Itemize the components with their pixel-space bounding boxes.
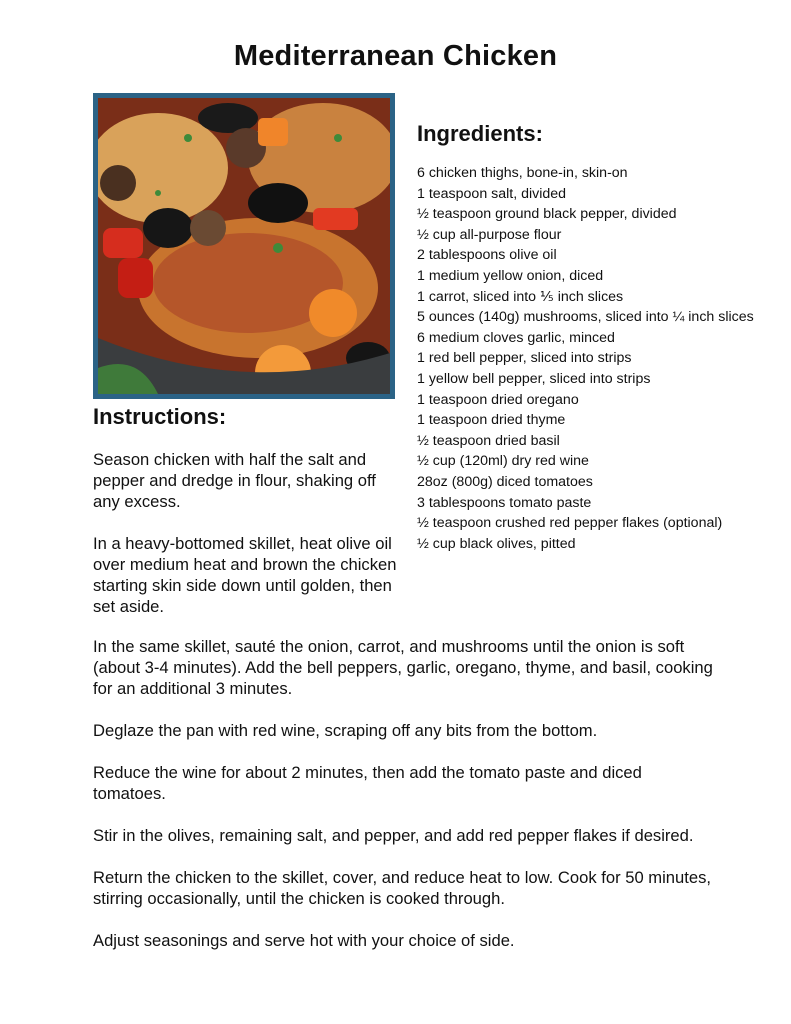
ingredients-list bbox=[417, 163, 757, 554]
ingredient-item: ½ cup all-purpose flour bbox=[417, 226, 562, 243]
ingredient-item: 28oz (800g) diced tomatoes bbox=[417, 473, 593, 490]
ingredient-item: 5 ounces (140g) mushrooms, sliced into ¼ inch slices bbox=[417, 309, 754, 326]
instruction-step: Adjust seasonings and serve hot with your choice of side. bbox=[93, 931, 515, 950]
ingredient-item: 2 tablespoons olive oil bbox=[417, 247, 557, 264]
ingredient-item: 3 tablespoons tomato paste bbox=[417, 494, 592, 511]
ingredient-item: 1 teaspoon dried oregano bbox=[417, 391, 579, 408]
ingredient-item: ½ cup (120ml) dry red wine bbox=[417, 453, 589, 470]
instruction-step: Season chicken with half the salt and pepper and dredge in flour, shaking off any excess. bbox=[93, 450, 376, 511]
ingredient-item: 1 red bell pepper, sliced into strips bbox=[417, 350, 632, 367]
instructions-steps-bottom bbox=[93, 636, 713, 972]
recipe-photo bbox=[93, 93, 395, 399]
ingredient-item: ½ teaspoon dried basil bbox=[417, 432, 560, 449]
instructions-heading: Instructions: bbox=[93, 404, 227, 429]
instruction-step: Return the chicken to the skillet, cover, and reduce heat to low. Cook for 50 minutes, stirring occasionally, until the chicken is cooked through. bbox=[93, 868, 711, 908]
instruction-step: Reduce the wine for about 2 minutes, then add the tomato paste and diced tomatoes. bbox=[93, 763, 642, 803]
ingredient-item: 1 yellow bell pepper, sliced into strips bbox=[417, 370, 651, 387]
ingredient-item: 6 chicken thighs, bone-in, skin-on bbox=[417, 165, 628, 181]
ingredient-item: 1 medium yellow onion, diced bbox=[417, 267, 604, 284]
chicken-dish-image bbox=[98, 98, 390, 394]
ingredient-item: ½ teaspoon ground black pepper, divided bbox=[417, 206, 677, 223]
ingredient-item: 1 teaspoon salt, divided bbox=[417, 185, 567, 202]
instruction-step: In a heavy-bottomed skillet, heat olive oil over medium heat and brown the chicken starting skin side down until golden, then set aside. bbox=[93, 534, 397, 616]
ingredient-item: 6 medium cloves garlic, minced bbox=[417, 329, 615, 346]
ingredient-item: ½ teaspoon crushed red pepper flakes (optional) bbox=[417, 515, 723, 532]
ingredient-item: ½ cup black olives, pitted bbox=[417, 535, 576, 552]
ingredients-heading: Ingredients: bbox=[417, 121, 543, 146]
ingredient-item: 1 teaspoon dried thyme bbox=[417, 412, 566, 429]
instruction-step: In the same skillet, sauté the onion, carrot, and mushrooms until the onion is soft (about 3-4 minutes). Add the bell peppers, garlic, oregano, thyme, and basil, cooking for an additional 3 minutes. bbox=[93, 637, 713, 698]
instruction-step: Deglaze the pan with red wine, scraping off any bits from the bottom. bbox=[93, 721, 598, 740]
recipe-title: Mediterranean Chicken bbox=[233, 40, 558, 72]
instructions-steps-top bbox=[93, 449, 403, 638]
instruction-step: Stir in the olives, remaining salt, and pepper, and add red pepper flakes if desired. bbox=[93, 826, 694, 845]
ingredient-item: 1 carrot, sliced into ⅕ inch slices bbox=[417, 288, 624, 305]
